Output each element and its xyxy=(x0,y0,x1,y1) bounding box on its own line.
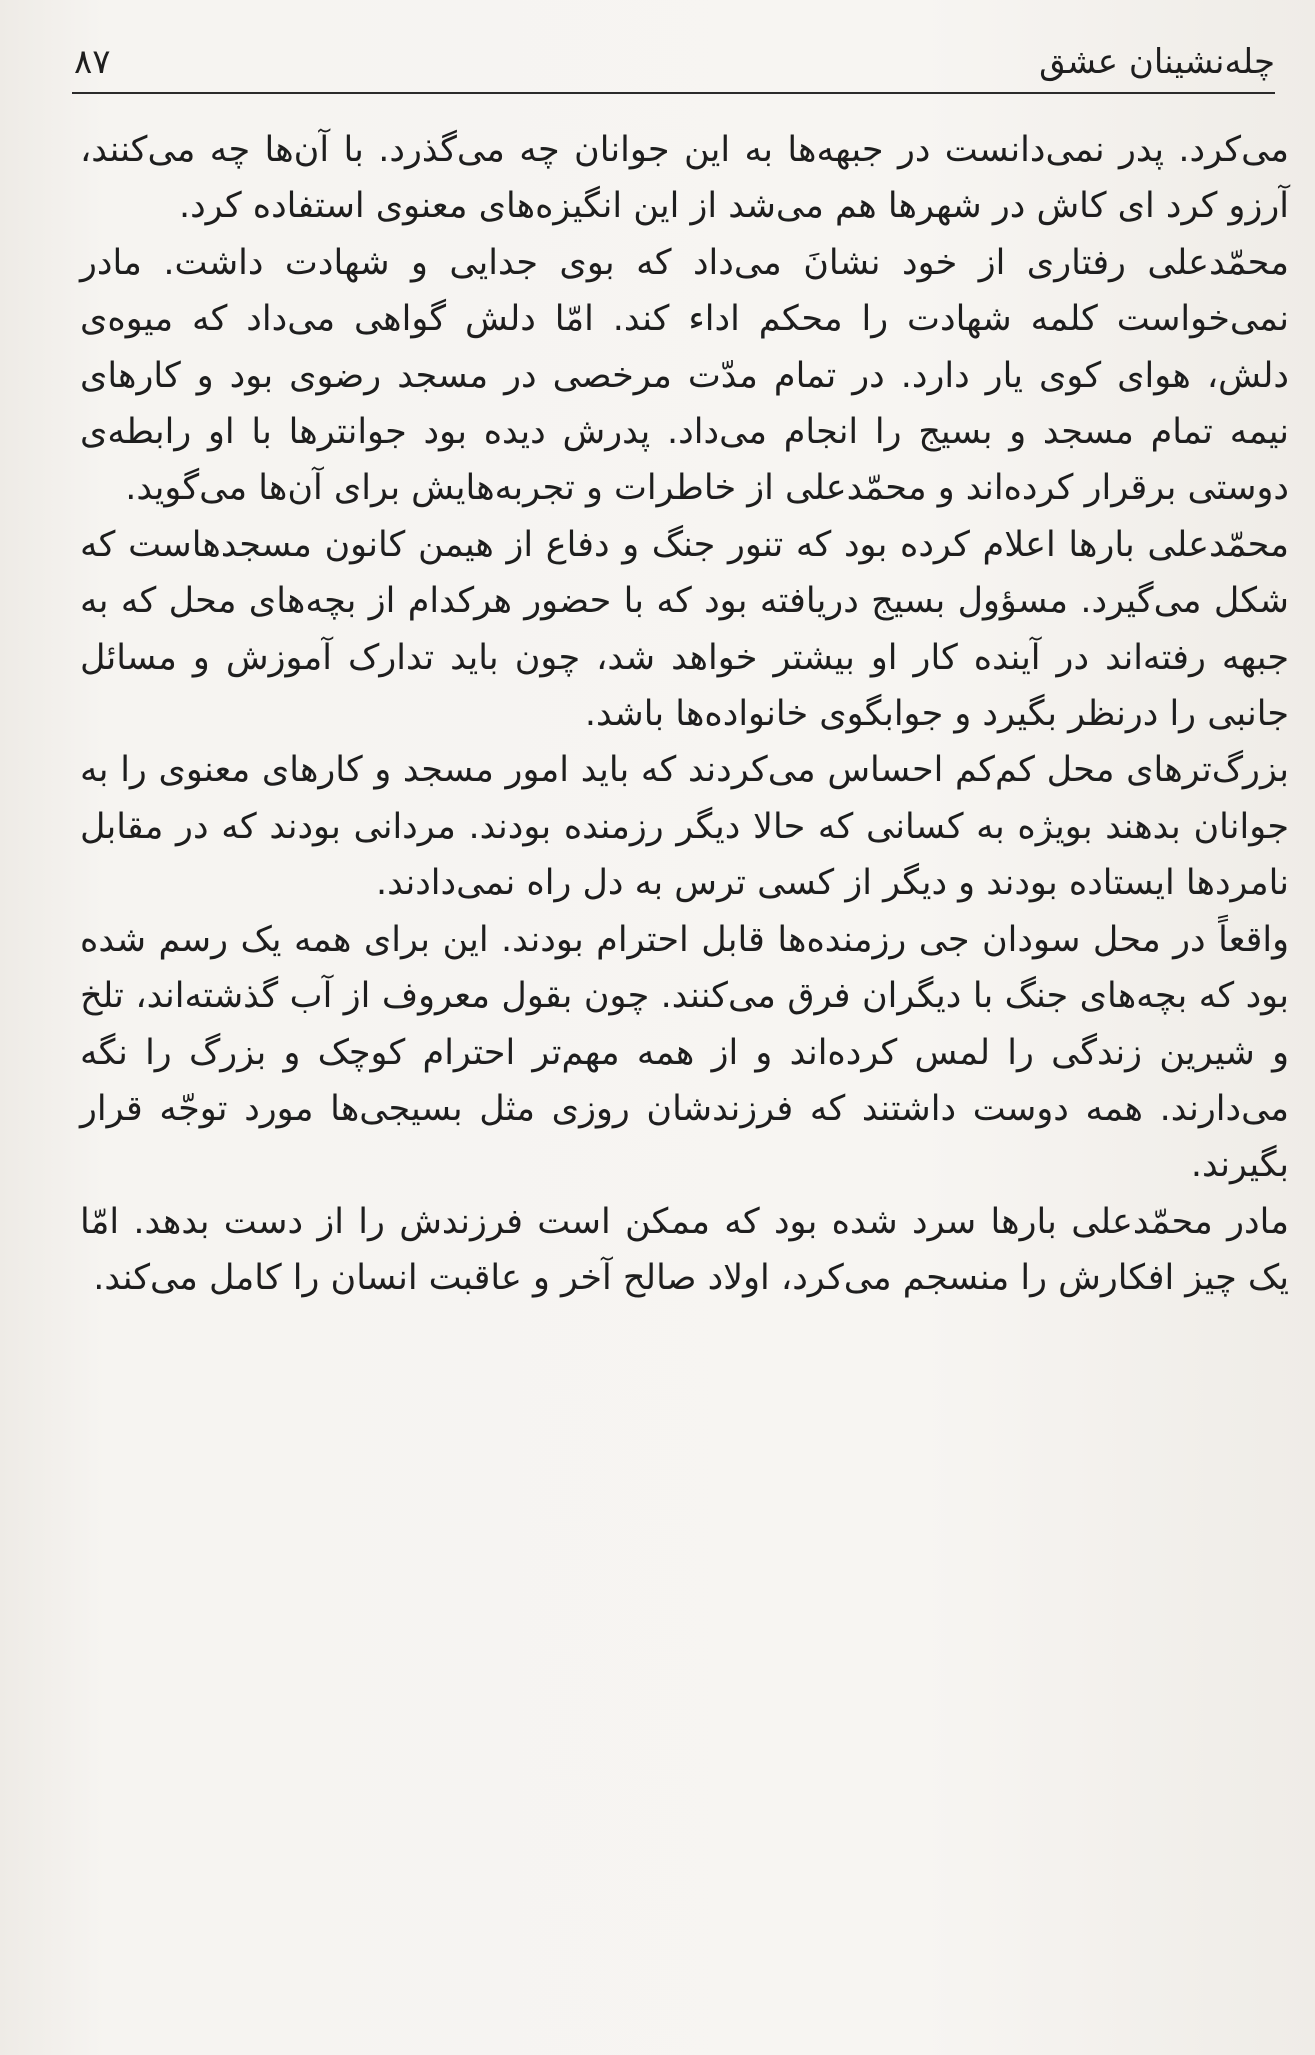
page-header xyxy=(72,34,1275,94)
paragraph-3: محمّدعلی بارها اعلام کرده بود که تنور جنگ و دفاع از هیمن کانون مسجدهاست که شکل می‌گیرد. مسؤول بسیج دریافته بود که با حضور هرکدام از بچه‌های محل که به جبهه رفته‌اند در آینده کار او بیشتر خواهد شد، چون باید تدارک آموزش و مسائل جانبی را درنظر بگیرد و جوابگوی خانواده‌ها باشد. xyxy=(80,524,1289,735)
paragraph-6: مادر محمّدعلی بارها سرد شده بود که ممکن است فرزندش را از دست بدهد. امّا یک چیز افکارش را منسجم می‌کرد، اولاد صالح آخر و عاقبت انسان را کامل می‌کند. xyxy=(80,1201,1289,1299)
page-number: ۸۷ xyxy=(74,42,111,82)
paragraph-2: محمّدعلی رفتاری از خود نشانَ می‌داد که بوی جدایی و شهادت داشت. مادر نمی‌خواست کلمه شهادت را محکم اداء کند. امّا دلش گواهی می‌داد که میوه‌ی دلش، هوای کوی یار دارد. در تمام مدّت مرخصی در مسجد رضوی بود و کارهای نیمه تمام مسجد و بسیج را انجام می‌داد. پدرش دیده بود جوانترها با او رابطه‌ی دوستی برقرار کرده‌اند و محمّدعلی از خاطرات و تجربه‌هایش برای آن‌ها می‌گوید. xyxy=(80,242,1289,509)
paragraph-1: می‌کرد. پدر نمی‌دانست در جبهه‌ها به این جوانان چه می‌گذرد. با آن‌ها چه می‌کنند، آرزو کرد ای کاش در شهرها هم می‌شد از این انگیزه‌های معنوی استفاده کرد. xyxy=(80,130,1289,227)
running-title: چله‌نشینان عشق xyxy=(1039,42,1275,82)
body-text xyxy=(80,122,1289,1307)
paragraph-4: بزرگ‌ترهای محل کم‌کم احساس می‌کردند که باید امور مسجد و کارهای معنوی را به جوانان بدهند بویژه به کسانی که حالا دیگر رزمنده بودند. مردانی بودند که در مقابل نامردها ایستاده بودند و دیگر از کسی ترس به دل راه نمی‌دادند. xyxy=(80,750,1289,904)
paragraph-5: واقعاً در محل سودان جی رزمنده‌ها قابل احترام بودند. این برای همه یک رسم شده بود که بچه‌های جنگ با دیگران فرق می‌کنند. چون بقول معروف از آب گذشته‌اند، تلخ و شیرین زندگی را لمس کرده‌اند و از همه مهم‌تر احترام کوچک و بزرگ را نگه می‌دارند. همه دوست داشتند که فرزندشان روزی مثل بسیجی‌ها مورد توجّه قرار بگیرند. xyxy=(80,919,1289,1186)
